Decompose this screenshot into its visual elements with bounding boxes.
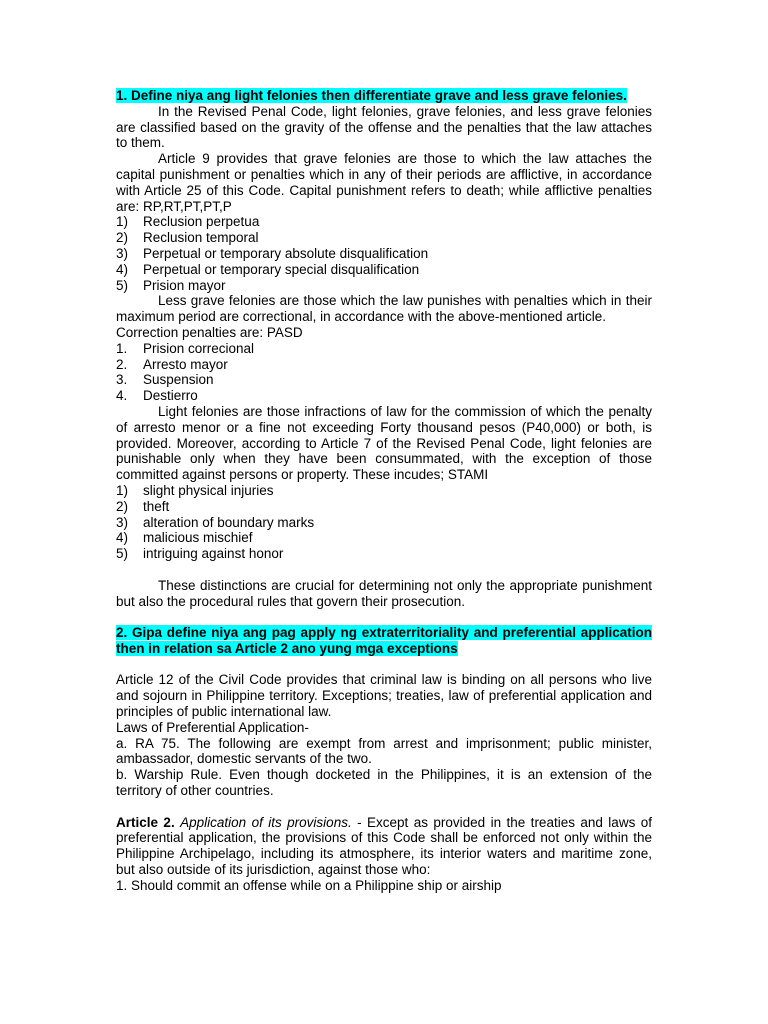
list-item: 4. Destierro (116, 388, 198, 404)
list-item: 1) slight physical injuries (116, 482, 274, 498)
article-2-label: Article 2. (116, 814, 175, 830)
article-2-title: Application of its provisions. (180, 814, 352, 830)
correctional-penalties-list (116, 341, 652, 404)
q1-paragraph-less-grave: Less grave felonies are those which the law punishes with penalties which in their maximum period are correctional, in accordance with the above-mentioned article. (116, 293, 652, 325)
list-item: 2) Reclusion temporal (116, 230, 259, 246)
list-item: 2) theft (116, 498, 170, 514)
document-page (116, 88, 652, 894)
article-2-body: - Except as provided in the treaties and laws of preferential application, the provisions of this Code shall be enforced not only within the Philippine Archipelago, including its atmosphere, its interior waters and maritime zone, but also outside of its jurisdiction, against those who: (116, 814, 652, 878)
q1-paragraph-light: Light felonies are those infractions of law for the commission of which the penalty of arresto menor or a fine not exceeding Forty thousand pesos (P40,000) or both, is provided. Moreover, according to Article 7 of the Revised Penal Code, light felonies are punishable only when they have been consummated, with the exception of those committed against persons or property. These incudes; STAMI (116, 403, 652, 483)
list-item: 2. Arresto mayor (116, 356, 228, 372)
article-2-paragraph (116, 815, 652, 878)
article-2-item-1: 1. Should commit an offense while on a Philippine ship or airship (116, 877, 502, 893)
list-item: 1. Prision correcional (116, 340, 255, 356)
question-2-heading-text: 2. Gipa define niya ang pag apply ng extraterritoriality and preferential application then in relation sa Article 2 ano yung mga exceptions (116, 625, 652, 656)
spacer (116, 609, 652, 625)
list-item: 1) Reclusion perpetua (116, 214, 260, 230)
list-item: 3) Perpetual or temporary absolute disqualification (116, 245, 429, 261)
q2-item-warship: b. Warship Rule. Even though docketed in the Philippines, it is an extension of the territory of other countries. (116, 767, 652, 799)
spacer (116, 562, 652, 578)
q1-paragraph-grave: Article 9 provides that grave felonies are those to which the law attaches the capital punishment or penalties which in any of their periods are afflictive, in accordance with Article 25 of this Code. Capital punishment refers to death; while afflictive penalties are: RP,RT,PT,PT,P (116, 151, 652, 214)
spacer (116, 799, 652, 815)
q2-paragraph-article-12: Article 12 of the Civil Code provides that criminal law is binding on all persons who live and sojourn in Philippine territory. Exceptions; treaties, law of preferential application and principles of public international law. (116, 672, 652, 720)
q2-preferential-label: Laws of Preferential Application- (116, 719, 309, 735)
afflictive-penalties-list (116, 214, 652, 293)
q1-correctional-label: Correction penalties are: PASD (116, 324, 303, 340)
q1-paragraph-conclusion: These distinctions are crucial for determining not only the appropriate punishment but also the procedural rules that govern their prosecution. (116, 577, 652, 609)
q1-paragraph-intro: In the Revised Penal Code, light felonies, grave felonies, and less grave felonies are classified based on the gravity of the offense and the penalties that the law attaches to them. (116, 103, 652, 151)
list-item: 3. Suspension (116, 372, 214, 388)
light-felonies-list (116, 483, 652, 562)
question-1-heading (116, 88, 652, 104)
spacer (116, 657, 652, 673)
list-item: 5) intriguing against honor (116, 546, 284, 562)
list-item: 4) malicious mischief (116, 530, 253, 546)
question-2-heading (116, 625, 652, 657)
question-1-heading-text: 1. Define niya ang light felonies then differentiate grave and less grave felonies. (116, 88, 627, 103)
q2-item-ra75: a. RA 75. The following are exempt from arrest and imprisonment; public minister, ambassador, domestic servants of the two. (116, 735, 652, 767)
list-item: 3) alteration of boundary marks (116, 514, 315, 530)
list-item: 4) Perpetual or temporary special disqualification (116, 261, 420, 277)
list-item: 5) Prision mayor (116, 277, 226, 293)
